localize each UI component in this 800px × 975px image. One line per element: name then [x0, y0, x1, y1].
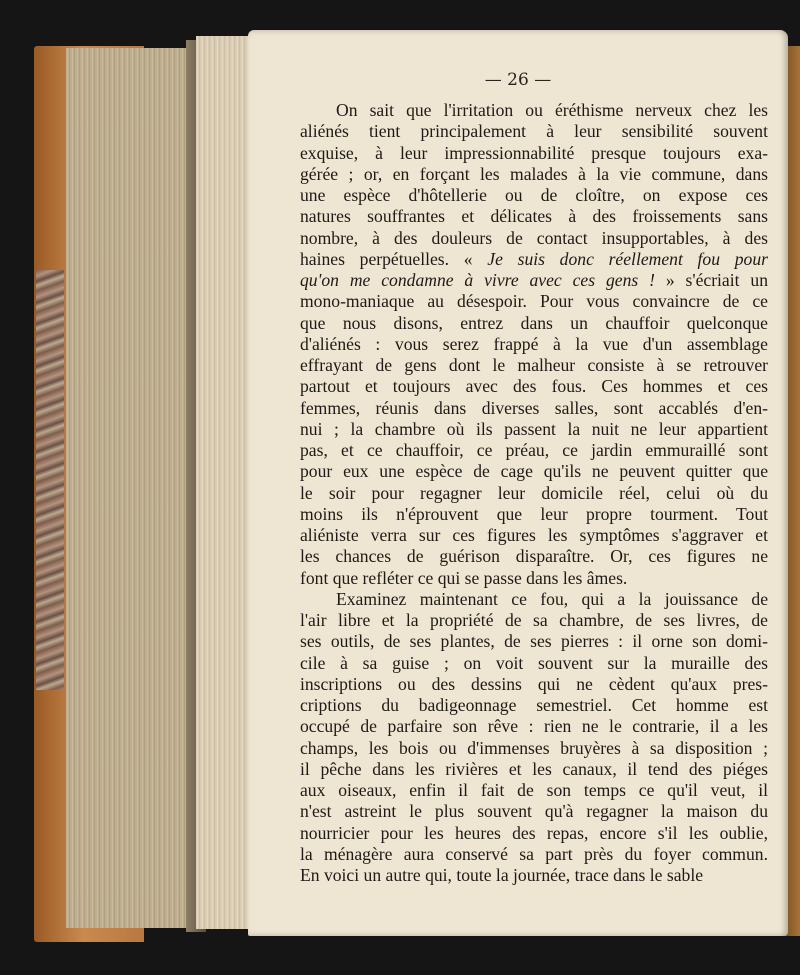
- text-line: nourricier pour les heures des repas, encore s'il les oublie,: [300, 822, 768, 843]
- text-line: gérée ; or, en forçant les malades à la vie commune, dans: [300, 163, 768, 184]
- page-text: [300, 100, 768, 886]
- page-block-edge: [66, 48, 194, 928]
- marbled-endpaper: [36, 270, 64, 690]
- text-line: criptions du badigeonnage semestriel. Cet homme est: [300, 695, 768, 715]
- text-line: aux oiseaux, enfin il fait de son temps ce qu'il veut, il: [300, 780, 768, 800]
- text-line: exquise, à leur impressionnabilité presque toujours exa-: [300, 142, 768, 163]
- text-line: ses outils, de ses plantes, de ses pierres : il orne son domi-: [300, 631, 768, 652]
- text-line: font que refléter ce qui se passe dans les âmes.: [300, 567, 628, 588]
- text-line: que nous disons, entrez dans un chauffoir quelconque: [300, 312, 768, 333]
- text-line: femmes, réunis dans diverses salles, sont accablés d'en-: [300, 397, 768, 418]
- book-page: [248, 30, 788, 936]
- text-line: la ménagère aura conservé sa part près du foyer commun.: [300, 843, 768, 864]
- text-line: pour eux une espèce de cage qu'ils ne peuvent quitter que: [300, 461, 768, 482]
- text-line: inscriptions ou des dessins qui ne cèdent qu'aux pres-: [300, 673, 768, 694]
- text-line: partout et toujours avec des fous. Ces hommes et ces: [300, 376, 768, 397]
- text-line: d'aliénés : vous serez frappé à la vue d'un assemblage: [300, 333, 768, 354]
- text-line: nombre, à des douleurs de contact insupportables, à des: [300, 227, 768, 248]
- text-line: champs, les bois ou d'immenses bruyères à sa disposition ;: [300, 737, 768, 758]
- text-line: effrayant de gens dont le malheur consiste à se retrouver: [300, 355, 768, 375]
- text-line: mono-maniaque au désespoir. Pour vous convaincre de ce: [300, 291, 768, 312]
- text-line: n'est astreint le plus souvent qu'à regagner la maison du: [300, 801, 768, 822]
- text-line: moins ils n'éprouvent que leur propre tourment. Tout: [300, 503, 768, 524]
- text-line: pas, et ce chauffoir, ce préau, ce jardin emmuraillé sont: [300, 440, 768, 460]
- text-line: nui ; la chambre où ils passent la nuit ne leur appartient: [300, 418, 768, 439]
- page-stack-left: [196, 36, 254, 929]
- text-line: occupé de parfaire son rêve : rien ne le contrarie, il a les: [300, 716, 768, 737]
- text-line: les chances de guérison disparaître. Or, ces figures ne: [300, 546, 768, 567]
- text-line: Examinez maintenant ce fou, qui a la jouissance de: [336, 588, 768, 609]
- text-line: il pêche dans les rivières et les canaux, il tend des piéges: [300, 758, 768, 779]
- text-line: En voici un autre qui, toute la journée, trace dans le sable: [300, 865, 704, 885]
- text-line: natures souffrantes et délicates à des froissements sans: [300, 206, 768, 227]
- text-line: qu'on me condamne à vivre avec ces gens ! » s'écriait un: [300, 270, 769, 290]
- text-line: le soir pour regagner leur domicile réel, celui où du: [300, 482, 768, 503]
- text-line: cile à sa guise ; on voit souvent sur la muraille des: [300, 652, 768, 673]
- page-number: — 26 —: [484, 70, 552, 90]
- text-line: une espèce d'hôtellerie ou de cloître, on expose ces: [300, 185, 768, 205]
- text-line: haines perpétuelles. « Je suis donc réellement fou pour: [300, 248, 768, 269]
- text-line: l'air libre et la propriété de sa chambre, de ses livres, de: [300, 610, 768, 630]
- text-line: aliéniste verra sur ces figures les symptômes s'aggraver et: [300, 525, 768, 545]
- text-line: aliénés tient principalement à leur sensibilité souvent: [300, 121, 768, 142]
- text-line: On sait que l'irritation ou éréthisme nerveux chez les: [336, 100, 768, 120]
